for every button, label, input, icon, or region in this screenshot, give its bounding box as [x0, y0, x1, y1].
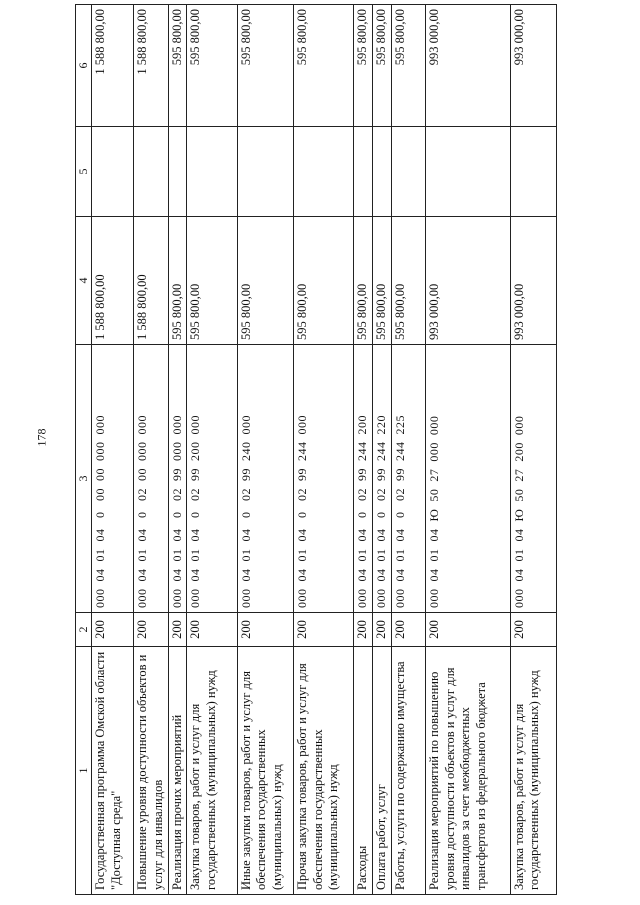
table-row [373, 5, 392, 895]
row-col5 [354, 127, 373, 217]
row-classification: 000 04 01 04 0 02 00 000 000 [134, 345, 168, 613]
row-col4: 595 800,00 [294, 217, 354, 345]
row-col6: 1 588 800,00 [92, 5, 134, 127]
row-code: 200 [510, 613, 556, 647]
row-code: 200 [294, 613, 354, 647]
table-row [187, 5, 237, 895]
row-col4: 595 800,00 [373, 217, 392, 345]
row-classification: 000 04 01 04 0 02 99 000 000 [168, 345, 187, 613]
row-code: 200 [168, 613, 187, 647]
row-col5 [510, 127, 556, 217]
row-col6: 1 588 800,00 [134, 5, 168, 127]
row-col6: 595 800,00 [354, 5, 373, 127]
table-header-row [76, 5, 92, 895]
column-header: 2 [76, 613, 92, 647]
row-name: Расходы [354, 647, 373, 895]
row-col5 [187, 127, 237, 217]
row-name: Закупка товаров, работ и услуг для государственных (муниципальных) нужд [187, 647, 237, 895]
row-col4: 993 000,00 [510, 217, 556, 345]
row-col6: 595 800,00 [168, 5, 187, 127]
row-col4: 595 800,00 [237, 217, 293, 345]
row-name: Повышение уровня доступности объектов и услуг для инвалидов [134, 647, 168, 895]
column-header: 1 [76, 647, 92, 895]
table-row [510, 5, 556, 895]
row-col5 [391, 127, 425, 217]
row-col5 [294, 127, 354, 217]
table-row [92, 5, 134, 895]
row-col6: 595 800,00 [373, 5, 392, 127]
row-col6: 595 800,00 [187, 5, 237, 127]
budget-table [75, 4, 557, 895]
row-code: 200 [187, 613, 237, 647]
row-col6: 993 000,00 [510, 5, 556, 127]
row-code: 200 [391, 613, 425, 647]
row-name: Иные закупки товаров, работ и услуг для обеспечения государственных (муниципальных) нужд [237, 647, 293, 895]
row-col6: 595 800,00 [391, 5, 425, 127]
table-row [134, 5, 168, 895]
row-code: 200 [237, 613, 293, 647]
row-name: Закупка товаров, работ и услуг для государственных (муниципальных) нужд [510, 647, 556, 895]
row-col5 [373, 127, 392, 217]
row-name: Реализация мероприятий по повышению уровня доступности объектов и услуг для инвалидов за счет межбюджетных трансфертов из федерального бюджета [426, 647, 511, 895]
row-col5 [237, 127, 293, 217]
column-header: 3 [76, 345, 92, 613]
row-col4: 993 000,00 [426, 217, 511, 345]
row-col6: 595 800,00 [237, 5, 293, 127]
table-row [237, 5, 293, 895]
row-col6: 993 000,00 [426, 5, 511, 127]
row-classification: 000 04 01 04 0 02 99 244 220 [373, 345, 392, 613]
table-row [168, 5, 187, 895]
row-col4: 595 800,00 [168, 217, 187, 345]
row-code: 200 [354, 613, 373, 647]
row-col4: 595 800,00 [187, 217, 237, 345]
column-header: 4 [76, 217, 92, 345]
table-row [426, 5, 511, 895]
row-name: Работы, услуги по содержанию имущества [391, 647, 425, 895]
table-row [391, 5, 425, 895]
row-col5 [426, 127, 511, 217]
row-code: 200 [92, 613, 134, 647]
rotated-table-wrapper [75, 5, 557, 895]
row-col5 [134, 127, 168, 217]
row-classification: 000 04 01 04 0 02 99 200 000 [187, 345, 237, 613]
row-classification: 000 04 01 04 Ю 50 27 000 000 [426, 345, 511, 613]
row-col6: 595 800,00 [294, 5, 354, 127]
row-col4: 595 800,00 [354, 217, 373, 345]
page-number: 178 [34, 428, 49, 447]
row-col5 [92, 127, 134, 217]
row-classification: 000 04 01 04 Ю 50 27 200 000 [510, 345, 556, 613]
row-name: Прочая закупка товаров, работ и услуг для обеспечения государственных (муниципальных) нужд [294, 647, 354, 895]
table-row [294, 5, 354, 895]
row-classification: 000 04 01 04 0 02 99 240 000 [237, 345, 293, 613]
row-code: 200 [426, 613, 511, 647]
table-row [354, 5, 373, 895]
row-classification: 000 04 01 04 0 02 99 244 200 [354, 345, 373, 613]
row-name: Реализация прочих мероприятий [168, 647, 187, 895]
row-code: 200 [373, 613, 392, 647]
row-name: Государственная программа Омской области "Доступная среда" [92, 647, 134, 895]
row-classification: 000 04 01 04 0 00 00 000 000 [92, 345, 134, 613]
row-col5 [168, 127, 187, 217]
row-classification: 000 04 01 04 0 02 99 244 000 [294, 345, 354, 613]
column-header: 6 [76, 5, 92, 127]
row-code: 200 [134, 613, 168, 647]
row-name: Оплата работ, услуг [373, 647, 392, 895]
column-header: 5 [76, 127, 92, 217]
row-col4: 595 800,00 [391, 217, 425, 345]
row-col4: 1 588 800,00 [92, 217, 134, 345]
row-col4: 1 588 800,00 [134, 217, 168, 345]
row-classification: 000 04 01 04 0 02 99 244 225 [391, 345, 425, 613]
